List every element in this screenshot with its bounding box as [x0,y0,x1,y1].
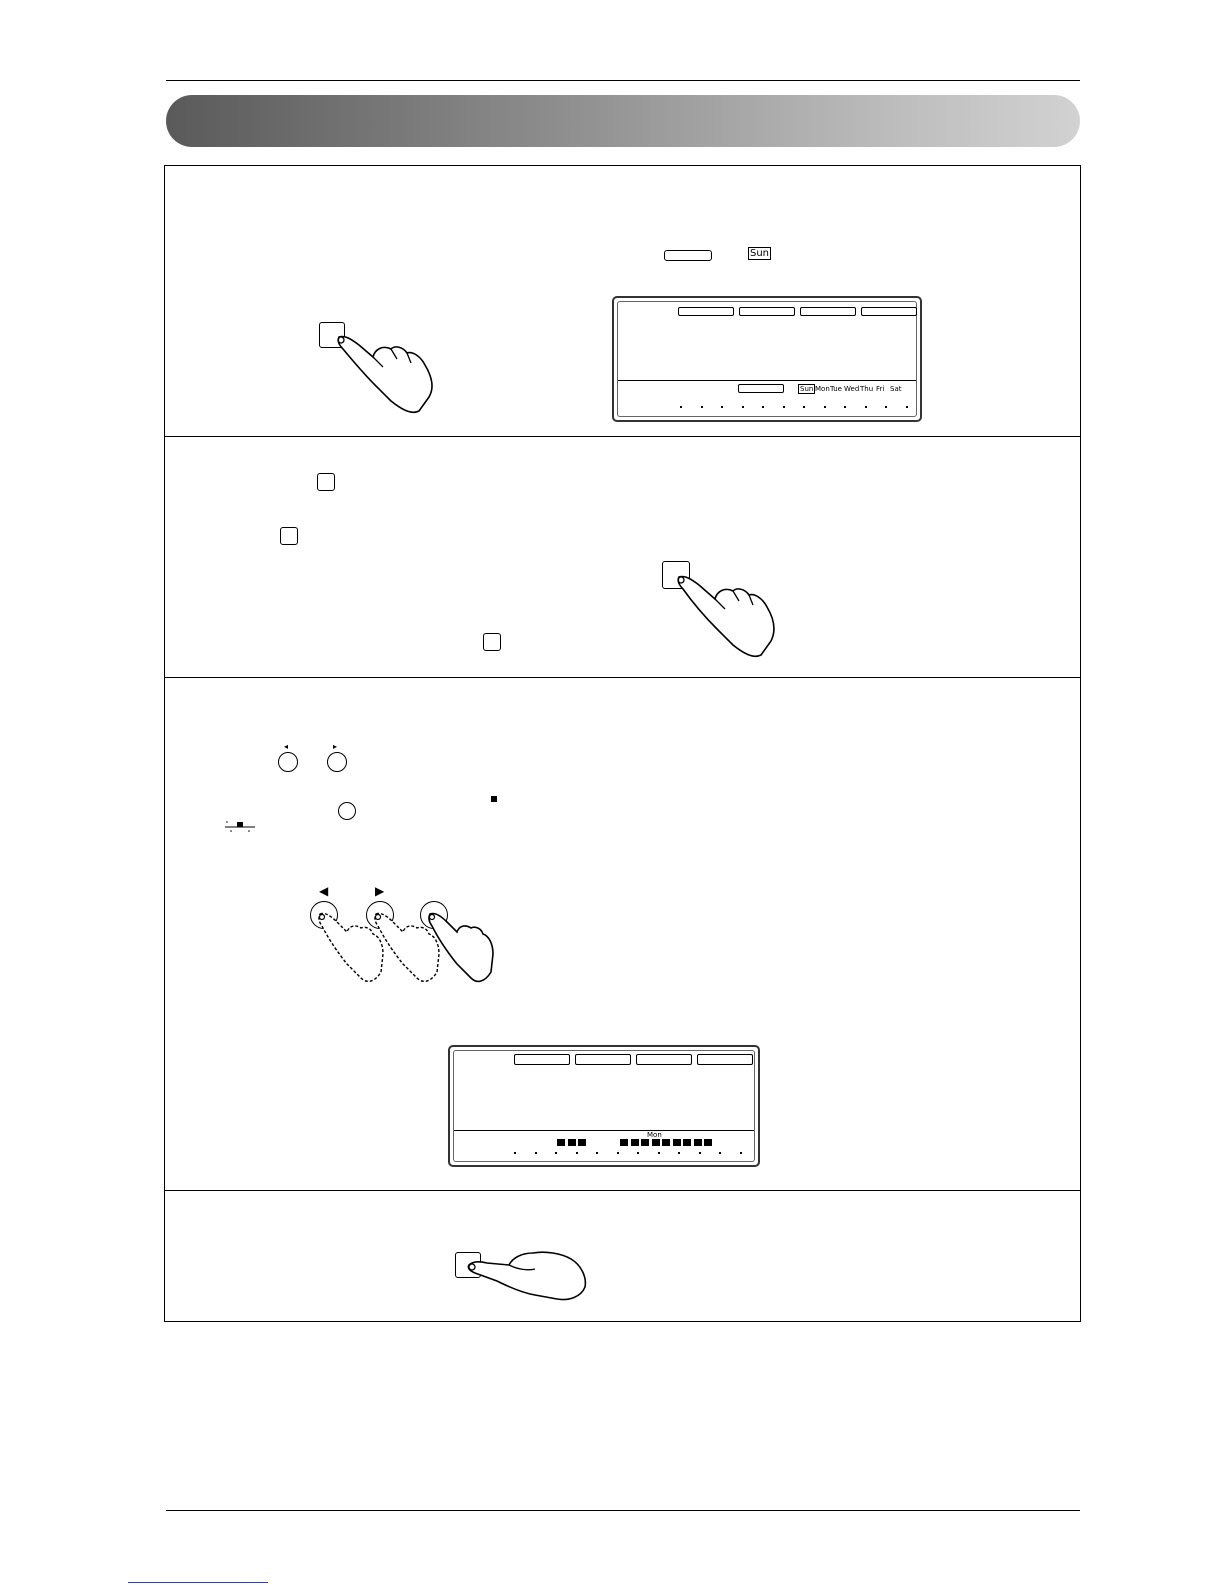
inline-square-button-3 [483,633,501,651]
lcd-tick [719,1152,721,1154]
pressing-hand-icon [465,1243,590,1305]
inline-square-button-2 [280,527,298,545]
lcd-day-mon: Mon [647,1131,662,1139]
small-right-arrow-icon: ▸ [333,742,338,751]
lcd-segment-3 [800,307,856,316]
lcd-schedule-segment [641,1139,649,1146]
lcd-tick [762,406,764,408]
lcd-tick [844,406,846,408]
left-arrow-icon: ◀ [319,884,329,898]
lcd-tick [658,1152,660,1154]
pressing-hand-icon [675,571,785,661]
lcd-segment-4 [861,307,917,316]
lcd-schedule-segment [683,1139,691,1146]
top-rule [166,80,1080,81]
lcd-segment-2 [575,1054,631,1065]
lcd-tick [535,1152,537,1154]
footer-link-underline [128,1570,268,1583]
lcd-schedule-segment [620,1139,628,1146]
lcd-segment-1 [678,307,734,316]
step-3 [165,678,1080,1190]
inline-round-button [338,802,356,820]
lcd-schedule-segment [568,1139,576,1146]
inline-left-button [278,752,298,772]
lcd-display-schedule [448,1045,760,1167]
lcd-tick [596,1152,598,1154]
bottom-rule [166,1510,1080,1511]
lcd-tick [721,406,723,408]
step-2 [165,437,1080,677]
step-4 [165,1191,1080,1321]
lcd-tick [576,1152,578,1154]
lcd-tick [742,406,744,408]
lcd-tick [740,1152,742,1154]
lcd-day-wed: Wed [844,385,860,393]
instruction-frame [164,165,1081,1322]
lcd-tick [678,1152,680,1154]
pressing-hand-icon [427,910,497,990]
lcd-tick [824,406,826,408]
right-arrow-icon: ▶ [375,884,385,898]
lcd-schedule-segment [652,1139,660,1146]
step-1 [165,166,1080,436]
section-title-bar [166,95,1080,147]
lcd-schedule-segment [578,1139,586,1146]
lcd-schedule-segment [673,1139,681,1146]
inline-block-segment [491,796,497,802]
lcd-tick [617,1152,619,1154]
lcd-tick [701,406,703,408]
lcd-schedule-segment [631,1139,639,1146]
lcd-tick [885,406,887,408]
lcd-tick [637,1152,639,1154]
lcd-segment-4 [697,1054,753,1065]
lcd-tick [514,1152,516,1154]
lcd-schedule-segment [694,1139,702,1146]
lcd-schedule-segment [662,1139,670,1146]
lcd-day-fri: Fri [876,385,885,393]
lcd-tick [783,406,785,408]
lcd-display-day-select [612,296,922,422]
lcd-day-thu: Thu [860,385,874,393]
lcd-tick [699,1152,701,1154]
inline-square-button-1 [317,473,335,491]
lcd-segment-1 [514,1054,570,1065]
lcd-tick [865,406,867,408]
lcd-segment-2 [739,307,795,316]
lcd-day-sat: Sat [890,385,902,393]
lcd-tick [680,406,682,408]
pressing-hand-icon [335,331,435,416]
inline-right-button [327,752,347,772]
bar-segment-icon [225,820,259,834]
lcd-segment-clock [738,384,784,393]
lcd-schedule-segment [557,1139,565,1146]
lcd-day-mon: Mon [815,385,830,393]
lcd-day-sun: Sun [800,385,814,393]
inline-sun-label: Sun [750,248,770,259]
lcd-tick [555,1152,557,1154]
lcd-tick [906,406,908,408]
small-left-arrow-icon: ◂ [284,742,289,751]
lcd-segment-3 [636,1054,692,1065]
inline-display-segment [664,250,712,261]
lcd-tick [803,406,805,408]
lcd-day-tue: Tue [830,385,842,393]
lcd-schedule-segment [704,1139,712,1146]
